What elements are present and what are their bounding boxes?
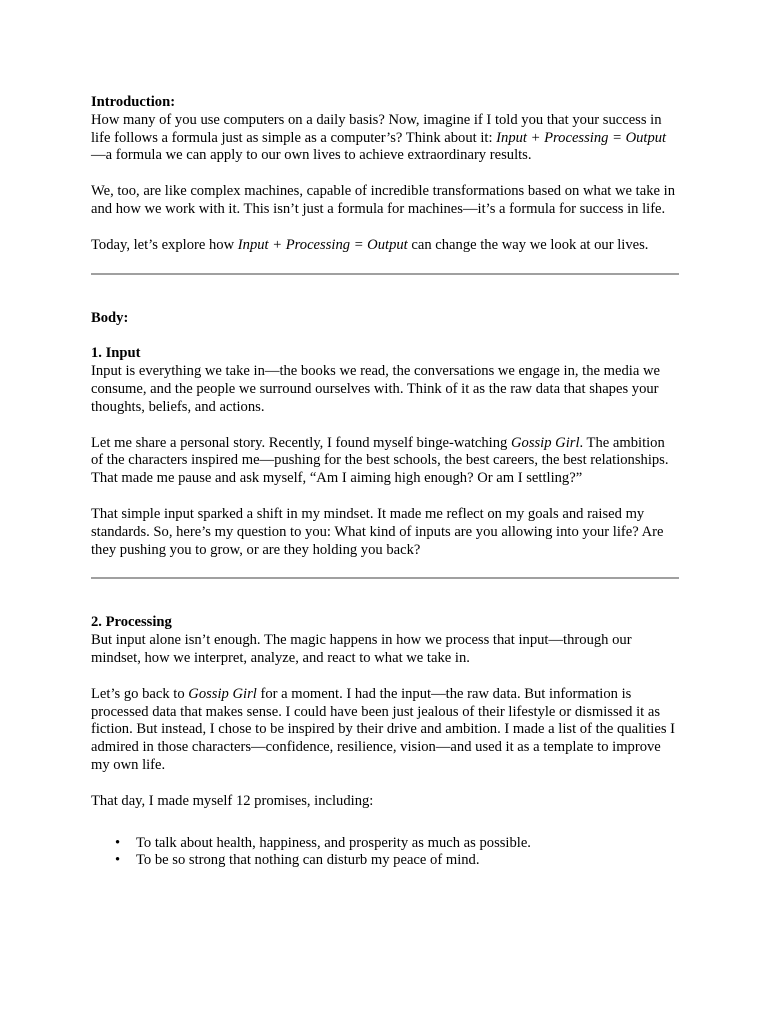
document-page [91,94,679,870]
list-item: • To be so strong that nothing can disturb my peace of mind. [115,852,480,869]
formula-text: Input + Processing = Output [496,129,667,146]
introduction-paragraph-3: Today, let’s explore how Input + Processing = Output can change the way we look at our lives. [91,236,649,253]
show-title: Gossip Girl [188,685,257,702]
show-title: Gossip Girl [510,434,580,451]
divider [91,577,679,579]
promises-list [91,835,679,871]
processing-paragraph-2: Let’s go back to Gossip Girl for a moment. I had the input—the raw data. But information is processed data that makes sense. I could have been just jealous of their lifestyle or dismissed it as fiction. But instead, I chose to be inspired by their drive and ambition. I made a list of the qualities I admired in those characters—confidence, resilience, vision—and used it as a template to improve my own life. [91,685,676,773]
bullet-icon: • [115,834,121,851]
processing-heading: 2. Processing [91,614,172,631]
processing-paragraph-1: But input alone isn’t enough. The magic happens in how we process that input—through our mindset, how we interpret, analyze, and react to what we take in. [91,632,632,666]
input-paragraph-2: Let me share a personal story. Recently, I found myself binge-watching Gossip Girl. The ambition of the characters inspired me—pushing for the best schools, the best careers, the best relationships. That made me pause and ask myself, “Am I aiming high enough? Or am I settling?” [91,434,669,487]
bullet-icon: • [115,852,121,869]
body-section [91,310,679,560]
body-heading: Body: [91,309,129,326]
list-item: • To talk about health, happiness, and prosperity as much as possible. [115,834,531,851]
introduction-heading: Introduction: [91,94,176,110]
processing-paragraph-3: That day, I made myself 12 promises, including: [91,792,374,809]
introduction-paragraph-2: We, too, are like complex machines, capable of incredible transformations based on what we take in and how we work with it. This isn’t just a formula for machines—it’s a formula for success in life. [91,183,675,217]
input-paragraph-3: That simple input sparked a shift in my mindset. It made me reflect on my goals and raised my standards. So, here’s my question to you: What kind of inputs are you allowing into your life? Are they pushing you to grow, or are they holding you back? [91,505,664,558]
processing-section [91,614,679,870]
formula-text: Input + Processing = Output [237,236,408,253]
input-heading: 1. Input [91,345,141,362]
input-paragraph-1: Input is everything we take in—the books we read, the conversations we engage in, the media we consume, and the people we surround ourselves with. Think of it as the raw data that shapes your thoughts, beliefs, and actions. [91,363,660,415]
divider [91,273,679,275]
introduction-paragraph-1: How many of you use computers on a daily basis? Now, imagine if I told you that your success in life follows a formula just as simple as a computer’s? Think about it: Input + Processing = Output—a formula we can apply to our own lives to achieve extraordinary results. [91,111,667,164]
